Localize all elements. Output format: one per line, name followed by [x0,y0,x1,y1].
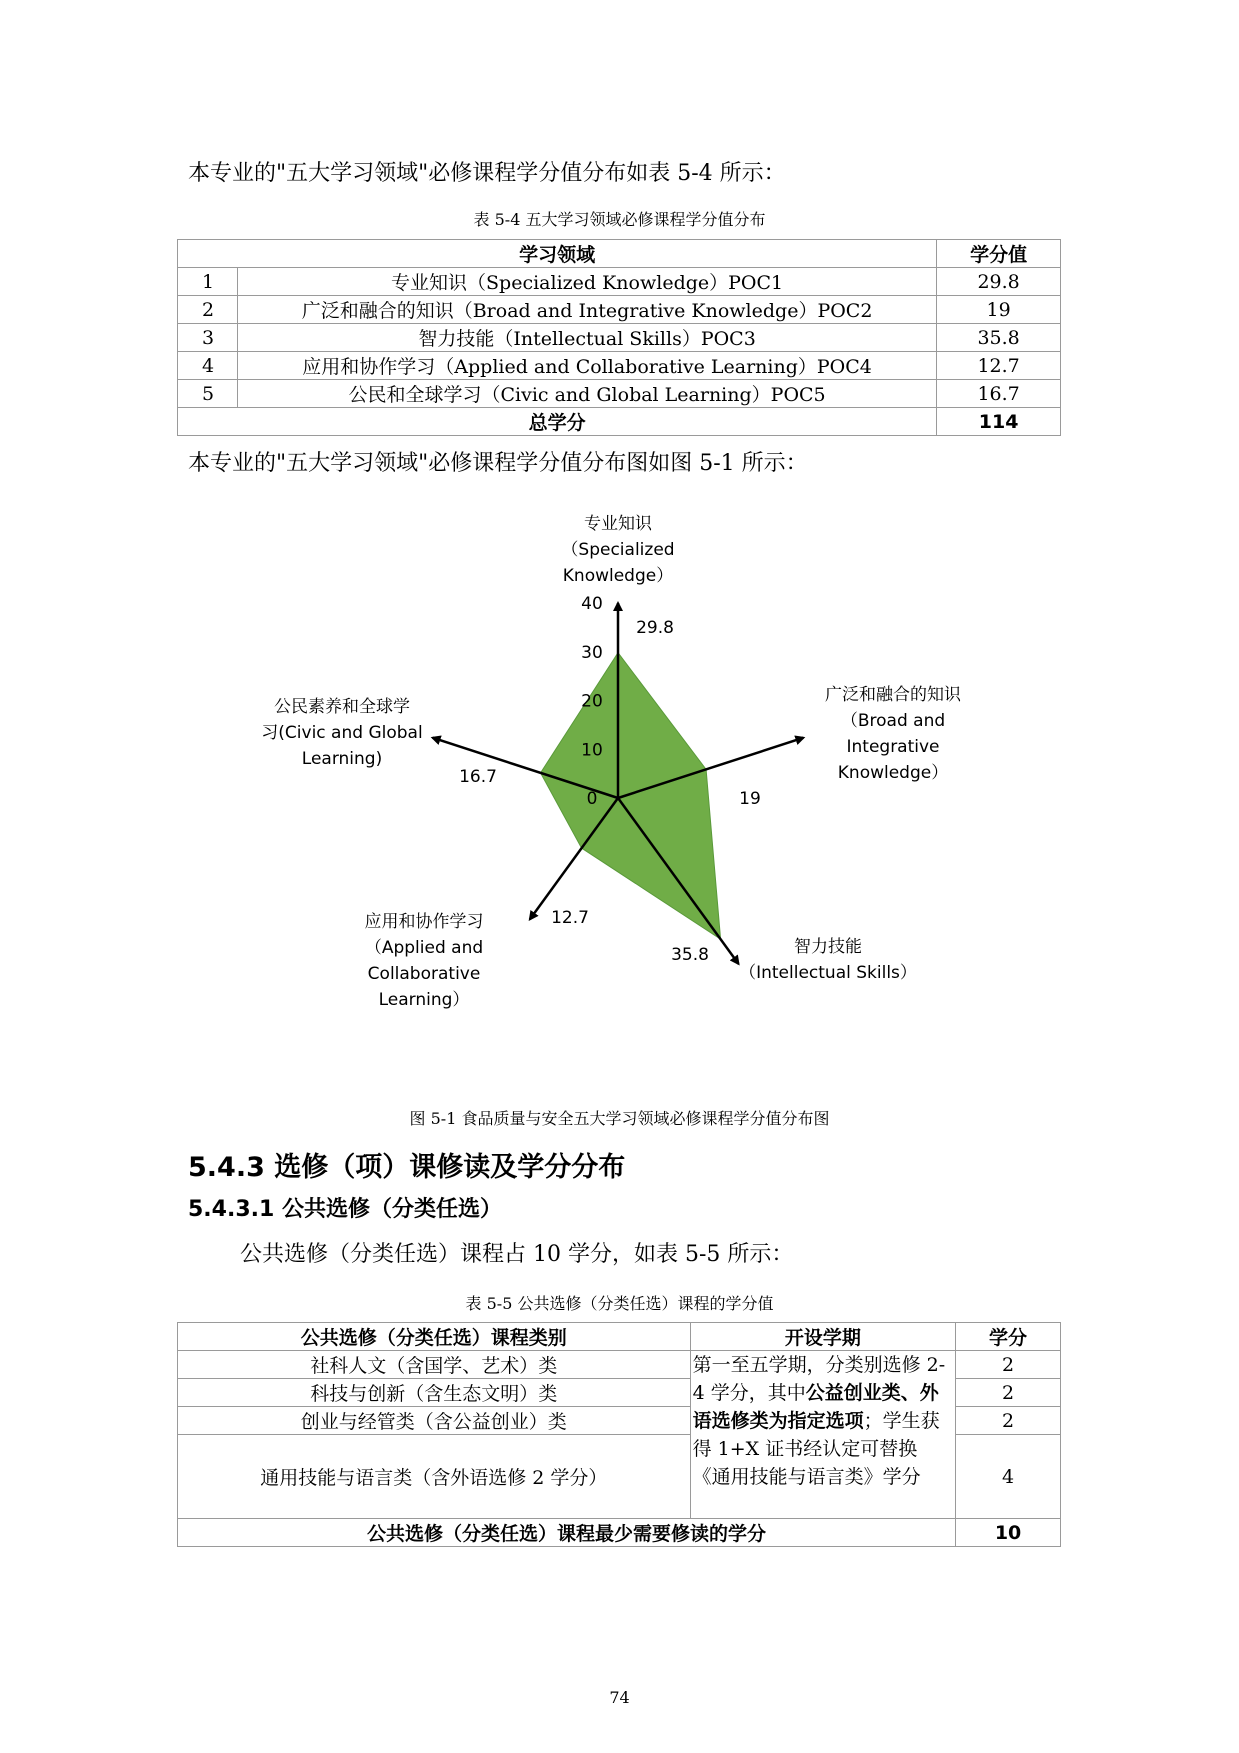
category-credit: 2 [956,1407,1061,1435]
radar-axis-label: （Intellectual Skills） [739,963,917,983]
domain-name: 专业知识（Specialized Knowledge）POC1 [237,268,936,296]
page-number: 74 [609,1688,630,1707]
radar-value-label: 19 [739,789,761,809]
table-row [178,352,1061,380]
radar-tick-label: 10 [581,740,603,761]
public-elective-table [177,1322,1061,1547]
radar-value-label: 16.7 [459,767,497,787]
row-number: 5 [178,380,238,408]
total-label: 总学分 [178,408,937,436]
table-total-row [178,408,1061,436]
domain-credit: 12.7 [937,352,1061,380]
row-number: 3 [178,324,238,352]
total-value: 10 [956,1519,1061,1547]
table-row [178,1351,1061,1379]
term-text-1: 第一至五学期，分类别选修 2-4 学分，其中 [692,1354,946,1404]
radar-axis-label: （Broad and [840,711,946,731]
radar-axis-label: （Specialized [561,540,675,560]
radar-axis-label: 习(Civic and Global [261,723,423,743]
domain-name: 公民和全球学习（Civic and Global Learning）POC5 [237,380,936,408]
header-term: 开设学期 [690,1323,956,1351]
radar-tick-label: 30 [581,642,603,663]
row-number: 4 [178,352,238,380]
header-credit: 学分值 [937,240,1061,268]
radar-tick-label: 40 [581,594,603,614]
radar-tick-label: 20 [581,691,603,712]
table-row [178,380,1061,408]
category-name: 创业与经管类（含公益创业）类 [178,1407,691,1435]
table-caption-5-5: 表 5-5 公共选修（分类任选）课程的学分值 [465,1294,774,1313]
radar-axis-label: Collaborative [367,964,481,984]
radar-axis-label: Integrative [846,737,940,757]
radar-axis-label: Learning) [301,749,383,769]
category-credit: 2 [956,1379,1061,1407]
radar-area [541,653,721,939]
radar-axis-label: 应用和协作学习 [364,912,484,932]
radar-axis-label: Knowledge） [837,763,949,783]
section-heading: 5.4.3 选修（项）课修读及学分分布 [188,1152,626,1183]
domain-credit: 16.7 [937,380,1061,408]
term-description [690,1351,956,1519]
domain-credit: 29.8 [937,268,1061,296]
radar-axis-label: Learning） [378,990,470,1010]
radar-chart [0,500,1239,1020]
domain-credit: 35.8 [937,324,1061,352]
body-paragraph: 公共选修（分类任选）课程占 10 学分，如表 5-5 所示： [240,1242,794,1267]
category-name: 通用技能与语言类（含外语选修 2 学分） [178,1435,691,1519]
header-credit: 学分 [956,1323,1061,1351]
table-row [178,324,1061,352]
table-row [178,268,1061,296]
category-name: 科技与创新（含生态文明）类 [178,1379,691,1407]
radar-value-label: 35.8 [671,945,709,965]
category-credit: 4 [956,1435,1061,1519]
total-value: 114 [937,408,1061,436]
radar-tick-label: 0 [586,789,598,809]
radar-axis-label: 专业知识 [584,514,652,534]
domain-name: 广泛和融合的知识（Broad and Integrative Knowledge）POC2 [237,296,936,324]
radar-axis-label: 公民素养和全球学 [274,697,410,717]
row-number: 2 [178,296,238,324]
total-label: 公共选修（分类任选）课程最少需要修读的学分 [178,1519,956,1547]
subsection-heading: 5.4.3.1 公共选修（分类任选） [188,1197,502,1222]
row-number: 1 [178,268,238,296]
table-caption-5-4: 表 5-4 五大学习领域必修课程学分值分布 [473,210,766,229]
radar-axis-label: （Applied and [364,938,484,958]
category-credit: 2 [956,1351,1061,1379]
radar-axis-label: 智力技能 [794,937,862,957]
term-text-2: ；学生获得 1+X 证书经认定可替换《通用技能与语言类》学分 [692,1410,940,1488]
domain-name: 智力技能（Intellectual Skills）POC3 [237,324,936,352]
table-total-row [178,1519,1061,1547]
header-category: 公共选修（分类任选）课程类别 [178,1323,691,1351]
term-text-bold: 公益创业类、外语选修类为指定选项 [692,1382,939,1432]
intro-paragraph-2: 本专业的"五大学习领域"必修课程学分值分布图如图 5-1 所示： [188,451,808,476]
table-header-row [178,240,1061,268]
domain-name: 应用和协作学习（Applied and Collaborative Learning）POC4 [237,352,936,380]
credit-distribution-table [177,239,1061,436]
radar-value-label: 29.8 [636,618,674,638]
radar-axis-label: Knowledge） [562,566,674,586]
domain-credit: 19 [937,296,1061,324]
category-name: 社科人文（含国学、艺术）类 [178,1351,691,1379]
intro-paragraph-1: 本专业的"五大学习领域"必修课程学分值分布如表 5-4 所示： [188,161,786,186]
radar-axis-label: 广泛和融合的知识 [825,685,961,705]
header-domain: 学习领域 [178,240,937,268]
radar-value-label: 12.7 [551,908,589,928]
table-header-row [178,1323,1061,1351]
table-row [178,296,1061,324]
figure-caption-5-1: 图 5-1 食品质量与安全五大学习领域必修课程学分值分布图 [409,1109,830,1128]
